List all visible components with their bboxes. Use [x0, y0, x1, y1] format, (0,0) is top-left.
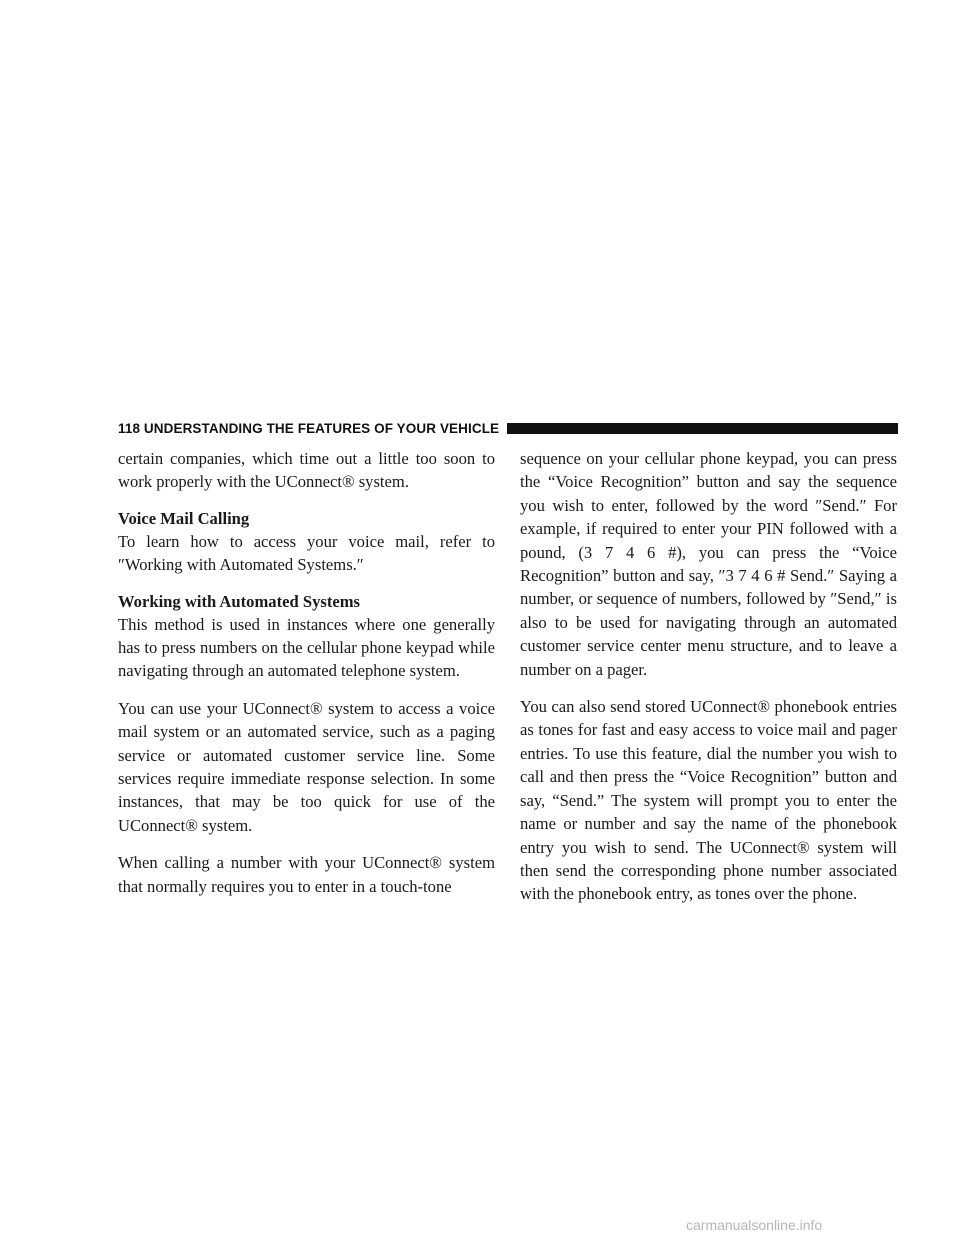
- paragraph-touch-tone: When calling a number with your UConnect® system that normally requires you to enter in a touch-tone: [118, 853, 495, 896]
- left-column: [118, 447, 495, 912]
- paragraph-phonebook-tones: You can also send stored UConnect® phonebook entries as tones for fast and easy access to voice mail and pager entries. To use this feature, dial the number you wish to call and then press the “Voice Recognition” button and say, “Send.” The system will prompt you to enter the name or number and say the name of the phonebook entry you wish to send. The UConnect® system will then send the corresponding phone number associated with the phonebook entry, as tones over the phone.: [520, 697, 897, 904]
- paragraph-touch-tone-continued: sequence on your cellular phone keypad, you can press the “Voice Recognition” button and say the sequence you wish to enter, followed by the word ″Send.″ For example, if required to enter your PIN followed with a pound, (3 7 4 6 #), you can press the “Voice Recognition” button and say, ″3 7 4 6 # Send.″ Saying a number, or sequence of numbers, followed by ″Send,″ is also to be used for navigating through an automated customer service center menu structure, and to leave a number on a pager.: [520, 449, 897, 679]
- header-rule: [507, 423, 898, 434]
- paragraph-automated-method: This method is used in instances where one generally has to press numbers on the cellular phone keypad while navigating through an automated telephone system.: [118, 614, 495, 681]
- page-number-section-title: 118 UNDERSTANDING THE FEATURES OF YOUR VEHICLE: [118, 420, 500, 436]
- right-column: [520, 447, 897, 920]
- watermark-text: carmanualsonline.info: [686, 1217, 823, 1233]
- heading-automated-systems: Working with Automated Systems: [118, 591, 361, 611]
- paragraph-uconnect-access: You can use your UConnect® system to access a voice mail system or an automated service, such as a paging service or automated customer service line. Some services require immediate response selection. In some instances, that may be too quick for use of the UConnect® system.: [118, 698, 495, 835]
- heading-voice-mail-calling: Voice Mail Calling: [118, 508, 250, 528]
- paragraph-continuation: certain companies, which time out a little too soon to work properly with the UConnect® system.: [118, 449, 495, 492]
- page-header: [118, 418, 898, 438]
- paragraph-voice-mail: To learn how to access your voice mail, refer to ″Working with Automated Systems.″: [118, 531, 495, 575]
